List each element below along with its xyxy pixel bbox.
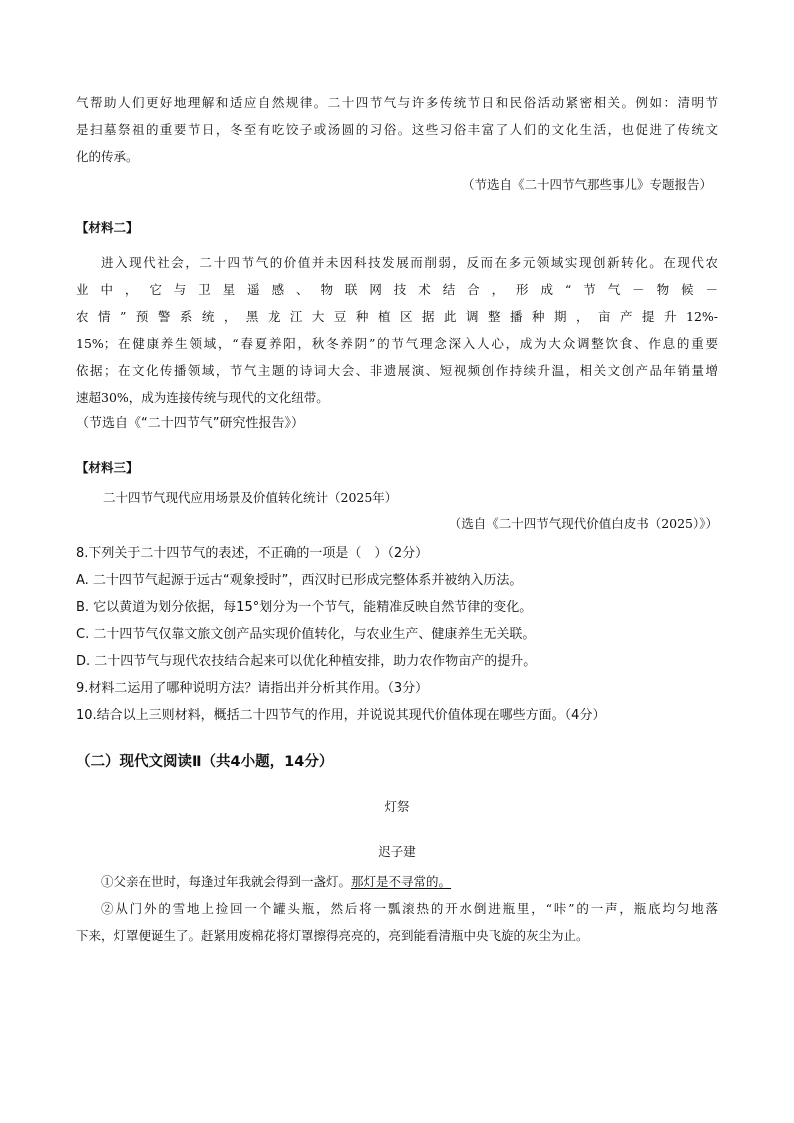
- m2-line-3: 农情”预警系统，黑龙江大豆种植区据此调整播种期，亩产提升12%-: [76, 309, 718, 324]
- option-c: C. 二十四节气仅靠文旅文创产品实现价值转化，与农业生产、健康养生无关联。: [76, 627, 536, 642]
- question-10: 10.结合以上三则材料，概括二十四节气的作用，并说说其现代价值体现在哪些方面。（4分）: [76, 708, 606, 723]
- story-author: 迟子建: [378, 844, 416, 859]
- story-paragraph-2-line-1: ②从门外的雪地上捡回一个罐头瓶，然后将一瓢滚热的开水倒进瓶里，“咔”的一声，瓶底均匀地落: [101, 901, 718, 916]
- m1-source: （节选自《二十四节气那些事儿》专题报告）: [461, 177, 712, 192]
- option-a: A. 二十四节气起源于远古“观象授时”，西汉时已形成完整体系并被纳入历法。: [76, 573, 523, 588]
- m1-line-1: 气帮助人们更好地理解和适应自然规律。二十四节气与许多传统节日和民俗活动紧密相关。例如：清明节: [76, 95, 718, 110]
- m2-source: （节选自《“二十四节气”研究性报告》）: [76, 416, 304, 431]
- m2-line-1: 进入现代社会，二十四节气的价值并未因科技发展而削弱，反而在多元领域实现创新转化。在现代农: [101, 255, 718, 270]
- m2-line-2: 业中，它与卫星遥感、物联网技术结合，形成“节气－物候－: [76, 282, 718, 297]
- m2-line-6: 速超30%，成为连接传统与现代的文化纽带。: [76, 390, 329, 405]
- story-paragraph-1: [101, 869, 718, 896]
- section-title: （二）现代文阅读Ⅱ（共4小题，14分）: [76, 754, 334, 770]
- m3-heading: 【材料三】: [76, 460, 139, 475]
- story-paragraph-2-line-2: 下来，灯罩便诞生了。赶紧用废棉花将灯罩擦得亮亮的，亮到能看清瓶中央飞旋的灰尘为止。: [76, 928, 589, 943]
- question-9: 9.材料二运用了哪种说明方法？请指出并分析其作用。（3分）: [76, 681, 429, 696]
- paragraph-1-text: ①父亲在世时，每逢过年我就会得到一盏灯。: [101, 874, 352, 889]
- m1-line-2: 是扫墓祭祖的重要节日，冬至有吃饺子或汤圆的习俗。这些习俗丰富了人们的文化生活，也促进了传统文: [76, 122, 718, 137]
- question-8: 8.下列关于二十四节气的表述，不正确的一项是（ ）（2分）: [76, 546, 429, 561]
- m1-line-3: 化的传承。: [76, 149, 139, 164]
- underlined-sentence: 那灯是不寻常的。: [351, 874, 452, 889]
- m2-heading: 【材料二】: [76, 220, 139, 235]
- m2-line-5: 依据；在文化传播领域，节气主题的诗词大会、非遗展演、短视频创作持续升温，相关文创产品年销量增: [76, 363, 718, 378]
- m2-line-4: 15%；在健康养生领域，“春夏养阳，秋冬养阴”的节气理念深入人心，成为大众调整饮食、作息的重要: [76, 336, 718, 351]
- m3-source: （选自《二十四节气现代价值白皮书（2025）》）: [448, 516, 718, 531]
- option-b: B. 它以黄道为划分依据，每15°划分为一个节气，能精准反映自然节律的变化。: [76, 600, 533, 615]
- option-d: D. 二十四节气与现代农技结合起来可以优化种植安排，助力农作物亩产的提升。: [76, 654, 537, 669]
- story-title: 灯祭: [384, 799, 410, 814]
- m3-chart-title: 二十四节气现代应用场景及价值转化统计（2025年）: [103, 490, 398, 505]
